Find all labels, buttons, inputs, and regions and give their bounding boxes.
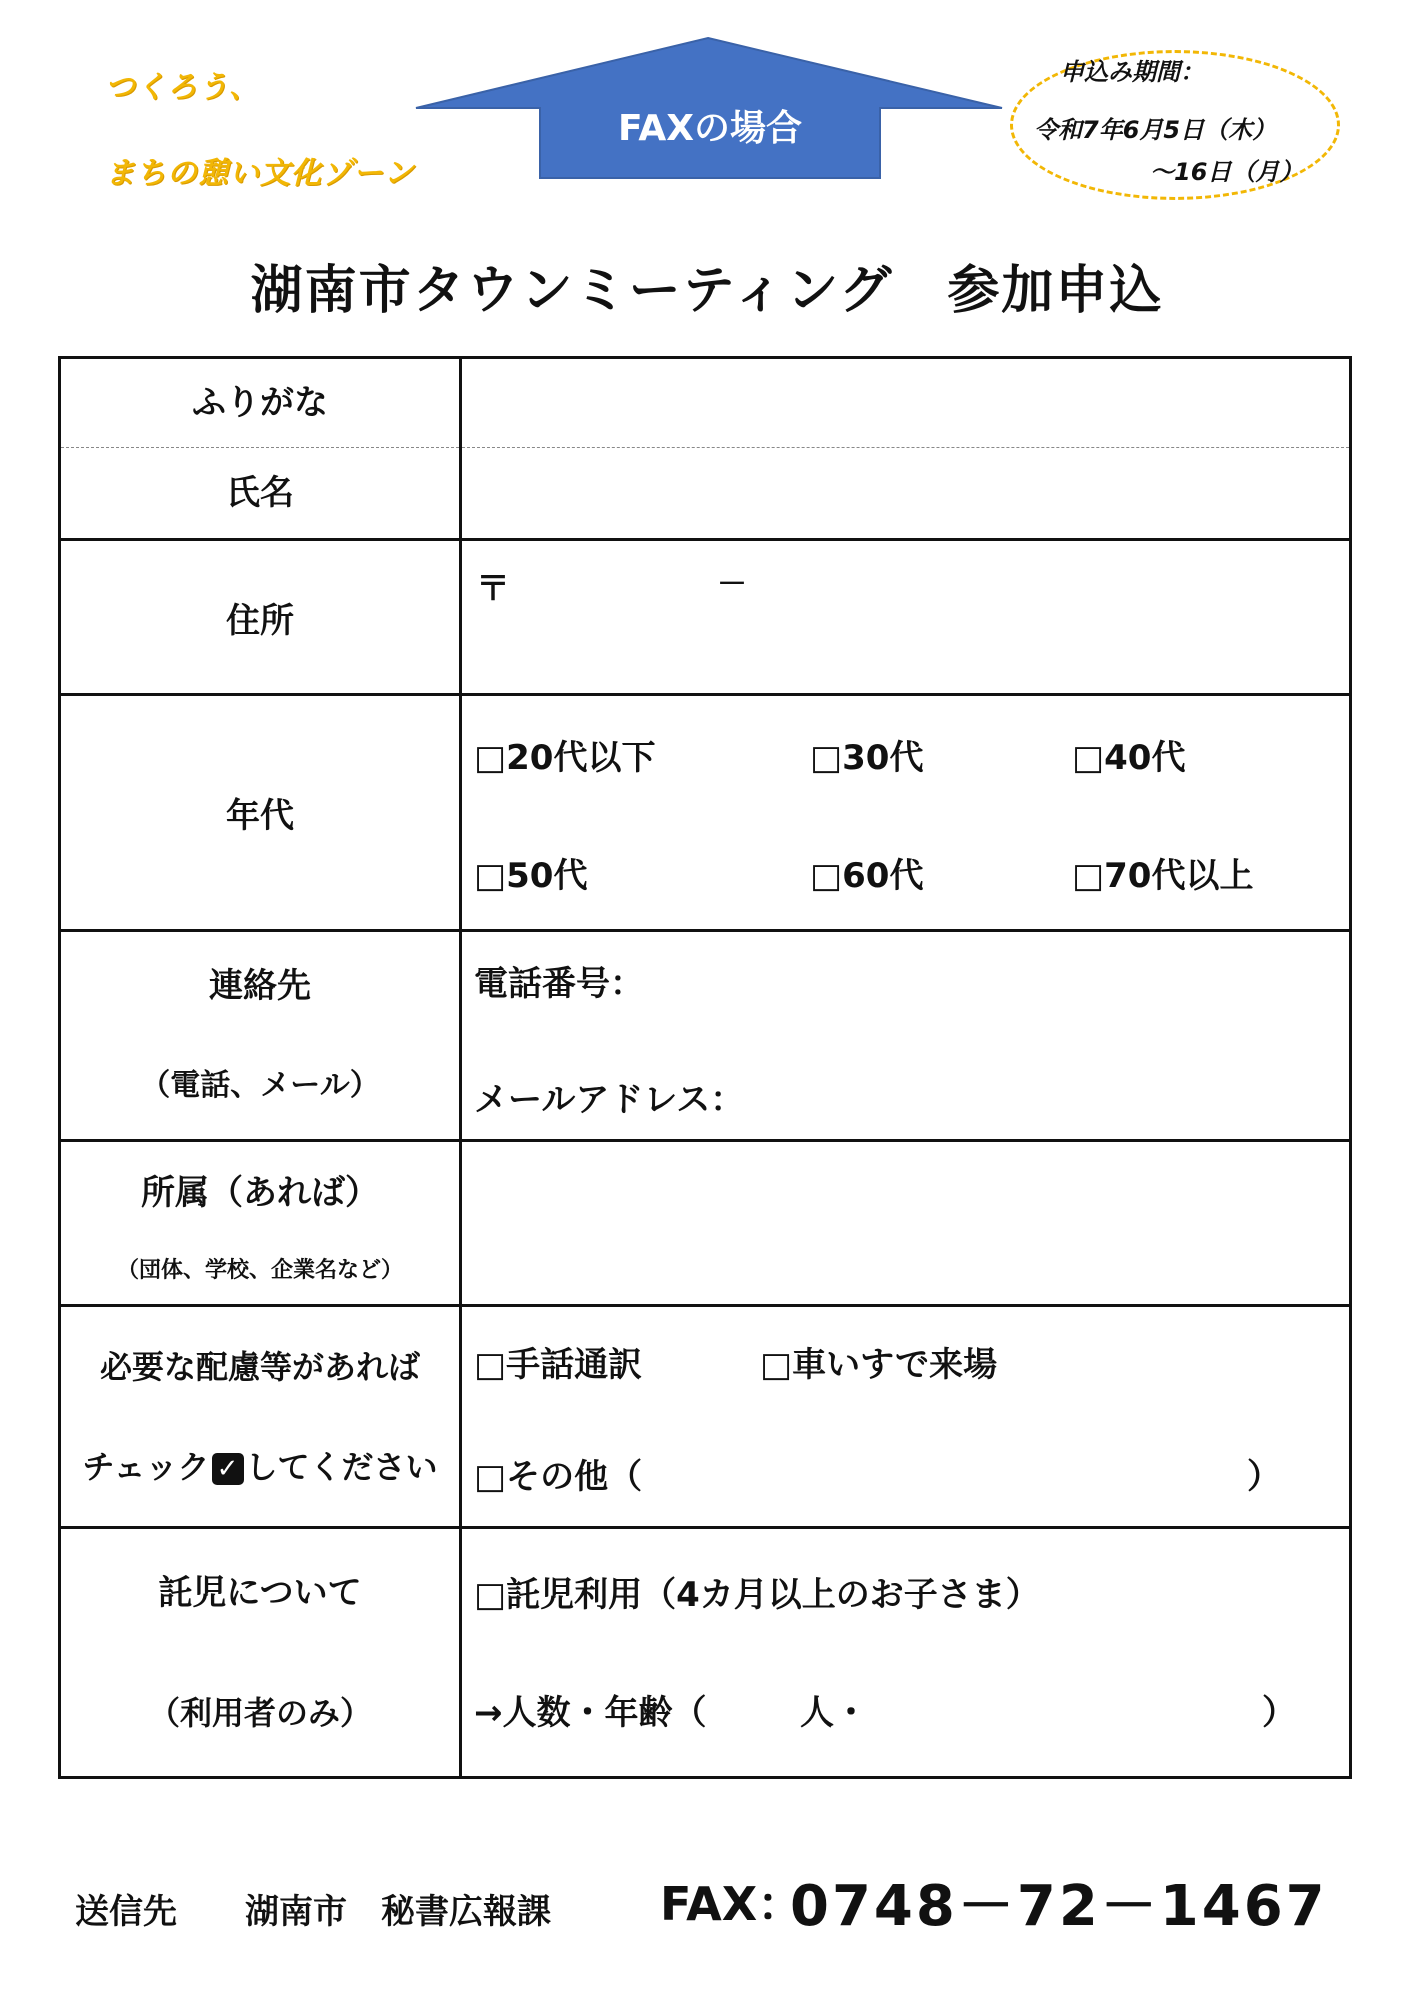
postal-mark: 〒 [476,569,510,609]
care-label-line-2 [61,1417,459,1517]
age-options-cell [461,695,1351,931]
age-option-70s-or-over[interactable]: □70代以上 [1072,856,1254,896]
childcare-option[interactable]: □託児利用（4カ月以上のお子さま） [474,1575,1040,1615]
furigana-label: ふりがな [192,383,328,423]
name-input[interactable] [462,447,1349,538]
form-title: 湖南市タウンミーティング 参加申込 [250,261,1164,321]
care-label-please: してください [245,1447,438,1486]
footer-fax-label: FAX： [660,1877,804,1931]
checked-box-icon: ✓ [212,1453,244,1485]
contact-sub-label: （電話、メール） [140,1067,380,1103]
period-end: ～16日（月） [1150,158,1304,186]
postal-dash: － [717,567,747,602]
footer-dest-label: 送信先 [75,1892,177,1932]
name-label-cell [60,358,461,540]
childcare-label: 託児について [158,1572,362,1613]
period-heading: 申込み期間： [1060,58,1204,86]
contact-cell[interactable] [461,931,1351,1141]
address-label: 住所 [60,540,461,695]
childcare-label-cell [60,1528,461,1778]
contact-label-cell [60,931,461,1141]
application-form [58,356,1352,1779]
affiliation-sub-label: （団体、学校、企業名など） [116,1257,403,1283]
care-option-sign-language[interactable]: □手話通訳 [474,1345,643,1385]
name-label: 氏名 [61,447,459,538]
affiliation-label-cell [60,1141,461,1306]
affiliation-input[interactable] [461,1141,1351,1306]
care-options-cell [461,1306,1351,1528]
period-start: 令和7年6月5日（木） [1034,116,1277,144]
slogan-line-2: まちの憩い文化ゾーン [105,156,415,191]
childcare-close: ） [1262,1693,1296,1733]
childcare-detail: →人数・年齢（ [474,1693,707,1733]
age-label: 年代 [60,695,461,931]
furigana-input[interactable] [462,359,1349,447]
childcare-sub-label: （利用者のみ） [147,1693,372,1732]
footer-dest-name: 湖南市 秘書広報課 [245,1892,551,1932]
age-option-20s-or-under[interactable]: □20代以下 [474,738,656,778]
care-label-check: チェック [82,1447,210,1486]
childcare-cell [461,1528,1351,1778]
care-label-line-1: 必要な配慮等があれば [99,1347,420,1386]
age-option-30s[interactable]: □30代 [810,738,924,778]
childcare-person: 人・ [800,1693,868,1733]
care-option-wheelchair[interactable]: □車いすで来場 [760,1345,998,1385]
fax-badge-label: FAXの場合 [617,108,803,149]
age-option-60s[interactable]: □60代 [810,856,924,896]
phone-label: 電話番号： [474,964,644,1004]
name-field-cell[interactable] [461,358,1351,540]
contact-label: 連絡先 [209,965,311,1006]
slogan-line-1: つくろう、 [105,70,260,105]
care-option-other[interactable]: □その他（ [474,1457,643,1497]
address-input[interactable] [461,540,1351,695]
care-other-close: ） [1247,1457,1281,1497]
age-option-50s[interactable]: □50代 [474,856,588,896]
care-label-cell [60,1306,461,1528]
email-label: メールアドレス： [474,1080,745,1120]
age-option-40s[interactable]: □40代 [1072,738,1186,778]
affiliation-label: 所属（あれば） [141,1172,379,1213]
footer-fax-number: 0748－72－1467 [790,1874,1328,1939]
